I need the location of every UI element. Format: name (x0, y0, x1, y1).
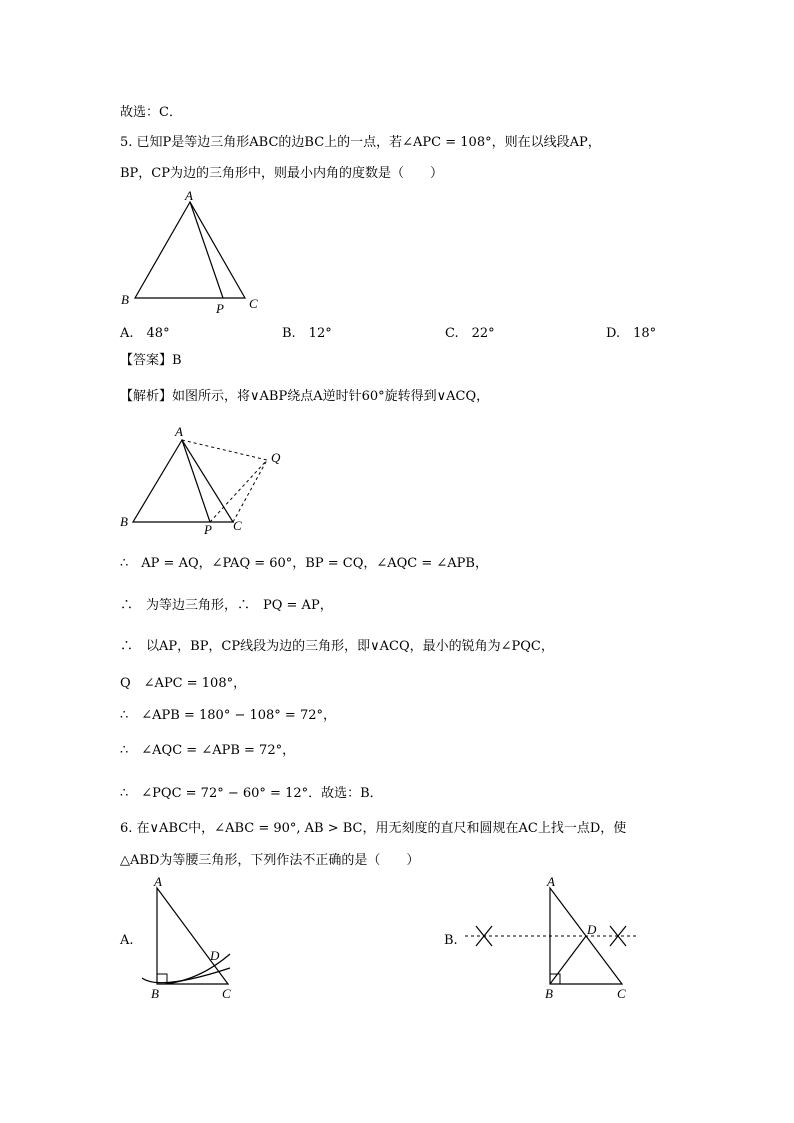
question-6-line-1: 6. 在∨ABC中，∠ABC = 90°, AB > BC，用无刻度的直尺和圆规在AC上找一点D，使 (120, 821, 627, 836)
figure-rotation-acq (115, 422, 295, 542)
answer-label: 【答案】B (120, 353, 182, 368)
label-a: A (185, 188, 193, 203)
label-a: A (154, 874, 162, 889)
label-p: P (204, 522, 212, 537)
option-c: C. 22° (445, 326, 495, 341)
label-b: B (120, 514, 128, 529)
q6-option-b-label: B. (444, 933, 458, 948)
step-6: ∴ ∠AQC = ∠APB = 72°， (120, 743, 296, 758)
label-c: C (617, 986, 626, 1001)
label-b: B (151, 986, 159, 1001)
prev-answer-line: 故选：C． (120, 105, 182, 120)
question-5-line-1: 5. 已知P是等边三角形ABC的边BC上的一点，若∠APC = 108°，则在以线段AP， (120, 135, 601, 150)
label-b: B (121, 292, 129, 307)
label-b: B (545, 986, 553, 1001)
label-c: C (222, 986, 231, 1001)
step-5: ∴ ∠APB = 180° − 108° = 72°， (120, 708, 336, 723)
figure-triangle-abp (115, 188, 275, 318)
figure-q6-option-a (140, 876, 250, 1001)
step-2: ∴ 为等边三角形，∴ PQ = AP， (120, 598, 333, 613)
figure-q6-option-b (460, 876, 650, 1001)
label-c: C (249, 296, 258, 311)
step-1: ∴ AP = AQ，∠PAQ = 60°，BP = CQ，∠AQC = ∠APB， (120, 556, 488, 571)
label-d: D (587, 922, 597, 937)
option-b: B. 12° (282, 326, 332, 341)
step-4: Q ∠APC = 108°， (120, 676, 247, 691)
label-a: A (547, 874, 555, 889)
question-6-line-2: △ABD为等腰三角形，下列作法不正确的是（ ） (120, 853, 420, 868)
analysis-intro: 【解析】如图所示，将∨ABP绕点A逆时针60°旋转得到∨ACQ， (120, 389, 490, 404)
step-3: ∴ 以AP，BP，CP线段为边的三角形，即∨ACQ，最小的锐角为∠PQC， (120, 639, 554, 654)
option-a: A. 48° (120, 326, 170, 341)
step-7: ∴ ∠PQC = 72° − 60° = 12°．故选：B． (120, 786, 383, 801)
label-d: D (210, 948, 220, 963)
label-c: C (233, 518, 242, 533)
question-5-line-2: BP，CP为边的三角形中，则最小内角的度数是（ ） (120, 166, 443, 181)
q6-option-a-label: A. (120, 933, 134, 948)
label-p: P (216, 301, 224, 316)
option-d: D. 18° (606, 326, 657, 341)
label-a: A (175, 424, 183, 439)
label-q: Q (271, 450, 281, 465)
